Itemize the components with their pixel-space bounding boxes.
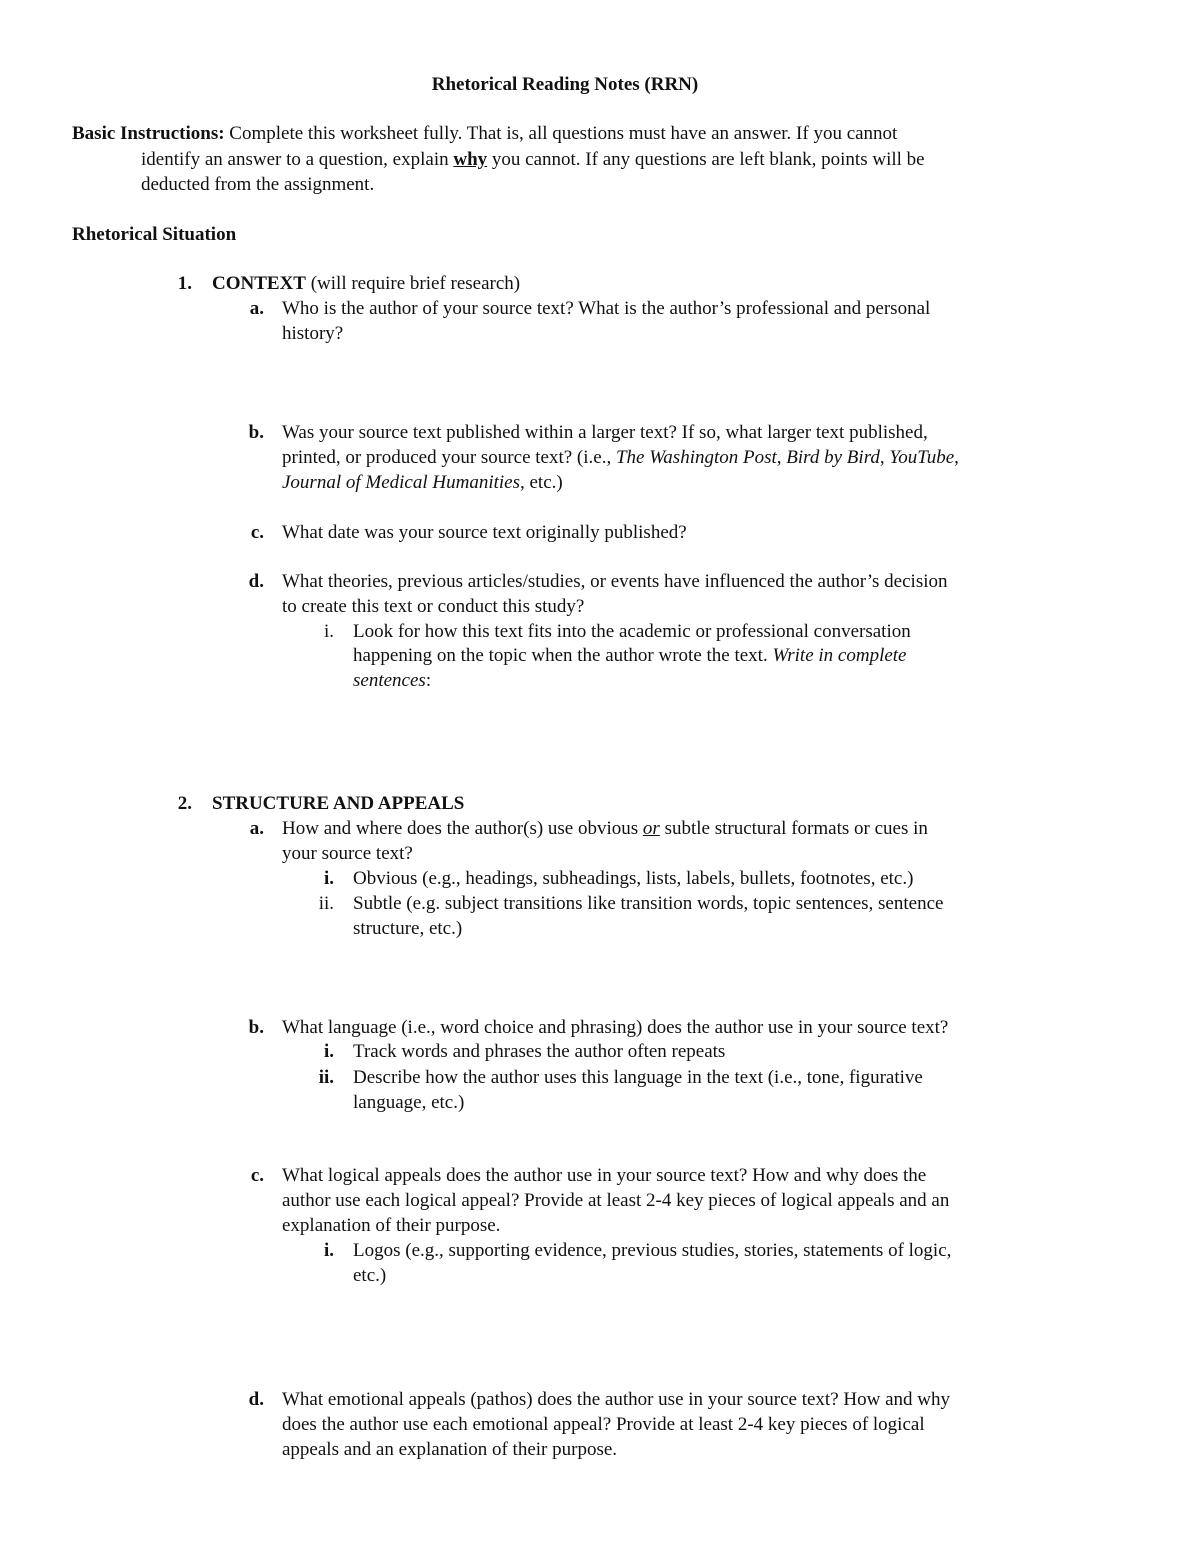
subitem-text <box>353 643 907 668</box>
subitem-text-segment: : <box>425 670 432 691</box>
item-label: d. <box>248 571 264 592</box>
item-text: What language (i.e., word choice and phrasing) does the author use in your source text? <box>282 1017 949 1038</box>
item-text: does the author use each emotional appeal? Provide at least 2-4 key pieces of logical <box>282 1414 925 1435</box>
instructions-text: Complete this worksheet fully. That is, all questions must have an answer. If you cannot <box>229 123 898 144</box>
item-text: Who is the author of your source text? What is the author’s professional and personal <box>282 298 931 319</box>
subitem-label: i. <box>323 1240 334 1261</box>
item-label: b. <box>248 1017 264 1038</box>
item-text-segment: How and where does the author(s) use obvious <box>282 818 639 839</box>
item-text <box>282 470 563 495</box>
question-title: STRUCTURE AND APPEALS <box>212 793 465 814</box>
instructions-line-1 <box>72 121 897 146</box>
item-text: What date was your source text originally published? <box>282 522 687 543</box>
item-text-segment: printed, or produced your source text? (i.e., <box>282 447 612 468</box>
instructions-text: you cannot. If any questions are left blank, points will be <box>491 149 925 170</box>
emphasis-or: or <box>642 818 660 839</box>
subitem-label: i. <box>323 621 334 642</box>
example-title: The Washington Post <box>615 447 777 468</box>
item-text <box>282 816 928 841</box>
item-text: What emotional appeals (pathos) does the author use in your source text? How and why <box>282 1389 950 1410</box>
item-label: a. <box>249 298 264 319</box>
instructions-line-3: deducted from the assignment. <box>141 174 375 195</box>
subitem-text <box>353 668 431 693</box>
subitem-text: Describe how the author uses this language in the text (i.e., tone, figurative <box>353 1067 923 1088</box>
item-label: b. <box>248 422 264 443</box>
instructions-line-2 <box>141 147 925 172</box>
emphasis-text: Write in complete <box>772 645 907 666</box>
item-text: history? <box>282 323 344 344</box>
item-text: explanation of their purpose. <box>282 1215 501 1236</box>
question-number: 2. <box>177 793 192 814</box>
item-text-segment: subtle structural formats or cues in <box>664 818 928 839</box>
subitem-text-segment: happening on the topic when the author wrote the text. <box>353 645 768 666</box>
question-title: CONTEXT <box>212 273 306 294</box>
instructions-text: identify an answer to a question, explain <box>141 149 449 170</box>
item-text: What logical appeals does the author use in your source text? How and why does the <box>282 1165 927 1186</box>
subitem-label: ii. <box>318 893 334 914</box>
subitem-text: structure, etc.) <box>353 918 463 939</box>
item-label: c. <box>250 1165 264 1186</box>
item-text: appeals and an explanation of their purpose. <box>282 1439 618 1460</box>
subitem-text: Track words and phrases the author often repeats <box>353 1041 726 1062</box>
question-number: 1. <box>177 273 192 294</box>
example-title: YouTube <box>889 447 955 468</box>
emphasis-text: sentences <box>353 670 426 691</box>
item-text: your source text? <box>282 843 413 864</box>
item-text: printed, or produced your source text? (i.e., The Washington Post, Bird by Bird, YouTube, <box>282 447 959 468</box>
section-heading: Rhetorical Situation <box>72 224 237 245</box>
question-note: (will require brief research) <box>310 273 521 294</box>
item-text: to create this text or conduct this study? <box>282 596 585 617</box>
subitem-text: language, etc.) <box>353 1092 465 1113</box>
question-heading <box>212 271 520 296</box>
item-label: c. <box>250 522 264 543</box>
example-title: Journal of Medical Humanities <box>282 472 520 493</box>
subitem-label: ii. <box>318 1067 334 1088</box>
subitem-text: etc.) <box>353 1265 387 1286</box>
item-text: author use each logical appeal? Provide at least 2-4 key pieces of logical appeals and an <box>282 1190 950 1211</box>
subitem-text: Look for how this text fits into the academic or professional conversation <box>353 621 911 642</box>
item-label: d. <box>248 1389 264 1410</box>
subitem-text: Subtle (e.g. subject transitions like transition words, topic sentences, sentence <box>353 893 944 914</box>
emphasis-why: why <box>453 149 488 170</box>
item-text-segment: , etc.) <box>520 472 563 493</box>
subitem-text: Obvious (e.g., headings, subheadings, lists, labels, bullets, footnotes, etc.) <box>353 868 914 889</box>
document-title: Rhetorical Reading Notes (RRN) <box>431 74 699 95</box>
item-label: a. <box>249 818 264 839</box>
subitem-label: i. <box>323 1041 334 1062</box>
instructions-label: Basic Instructions: <box>72 123 225 144</box>
subitem-text: Logos (e.g., supporting evidence, previous studies, stories, statements of logic, <box>353 1240 952 1261</box>
item-text: Was your source text published within a larger text? If so, what larger text published, <box>282 422 928 443</box>
example-title: Bird by Bird <box>786 447 880 468</box>
item-text: What theories, previous articles/studies, or events have influenced the author’s decision <box>282 571 948 592</box>
subitem-label: i. <box>323 868 334 889</box>
